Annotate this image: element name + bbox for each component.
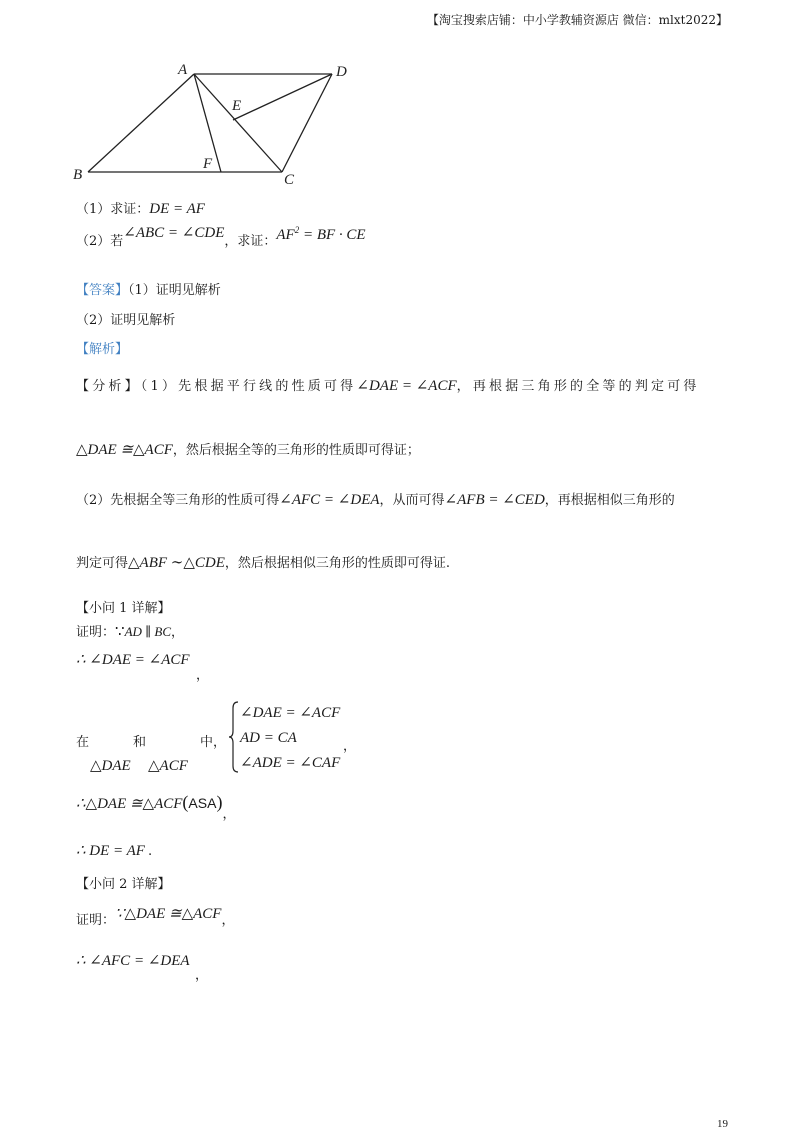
sol1-sys-comma: ， — [343, 739, 357, 754]
sol1-line2-comma: ， — [196, 668, 210, 683]
sol2-line1-comma: ， — [221, 913, 235, 928]
header-shop-text: 【淘宝搜索店铺：中小学教辅资源店 微信：mlxt2022】 — [426, 13, 728, 27]
question-part2 — [76, 225, 366, 250]
point-label-c: C — [284, 172, 295, 188]
sol1-mid-word: 中， — [200, 735, 227, 750]
analysis-p3-math2: ∠AFB = ∠CED — [444, 492, 545, 508]
sol1-final — [76, 841, 152, 860]
sol1-asa: ASA — [188, 795, 217, 811]
sol1-line1 — [76, 621, 184, 641]
sol1-in-word: 在 — [76, 735, 90, 750]
point-label-d: D — [336, 64, 347, 80]
sol1-conclusion: ∴△DAE ≅△ACF(ASA)， — [76, 792, 236, 822]
answer-line1-text: （1）证明见解析 — [128, 283, 221, 298]
answer-tag: 【答案】 — [76, 283, 129, 298]
analysis-p1-b: ，再根据三角形的全等的判定可得 — [456, 379, 700, 394]
page-number: 19 — [717, 1118, 728, 1130]
sol1-since: ∵ — [115, 624, 125, 640]
analysis-p2-math: △DAE ≅△ACF — [76, 442, 173, 458]
point-label-b: B — [73, 167, 83, 183]
sol2-since-math: ∵△DAE ≅△ACF — [115, 906, 222, 922]
sol1-and-word: 和 — [133, 735, 147, 750]
question-part2-math-exp: 2 — [294, 225, 300, 235]
analysis-tag: 【解析】 — [76, 342, 129, 357]
sol1-tri2: △ACF — [148, 758, 188, 774]
question-part2-math-right: = BF · CE — [299, 227, 366, 243]
analysis-para4 — [76, 552, 450, 572]
question-part2-math — [276, 227, 365, 243]
sol1-tri1: △DAE — [90, 758, 131, 774]
sol1-line2: ∴ ∠DAE = ∠ACF — [76, 652, 190, 668]
sol1-final-math: ∴ DE = AF — [76, 843, 145, 859]
question-part2-prefix: （2）若 — [76, 234, 124, 249]
sol1-comma: ， — [171, 625, 185, 640]
analysis-p3-c: ，再根据相似三角形的 — [544, 493, 675, 508]
sol1-conclusion-math: ∴△DAE ≅△ACF — [76, 796, 183, 812]
segment-ab — [88, 74, 194, 172]
point-label-f: F — [203, 156, 213, 172]
analysis-para3 — [76, 489, 675, 509]
sol1-parallel: AD ∥ BC — [124, 624, 172, 639]
question-part1 — [76, 198, 205, 218]
sol2-proof-prefix: 证明： — [76, 913, 116, 928]
analysis-p3-a: （2）先根据全等三角形的性质可得 — [76, 493, 280, 508]
point-label-a: A — [178, 62, 188, 78]
sol1-final-period: . — [147, 844, 153, 859]
geometry-figure — [70, 58, 360, 188]
segment-de — [233, 74, 332, 120]
sol1-sys-line1: ∠DAE = ∠ACF — [240, 705, 341, 721]
analysis-p3-math1: ∠AFC = ∠DEA — [279, 492, 380, 508]
analysis-p3-b: ，从而可得 — [379, 493, 445, 508]
sol1-sys-line3: ∠ADE = ∠CAF — [240, 755, 341, 771]
sol1-conclusion-comma: ， — [222, 807, 236, 822]
sol1-heading: 【小问 1 详解】 — [76, 601, 171, 616]
analysis-p2-b: ，然后根据全等的三角形的性质即可得证； — [172, 443, 420, 458]
analysis-p4-b: ，然后根据相似三角形的性质即可得证. — [224, 556, 451, 571]
analysis-p4-a: 判定可得 — [76, 556, 129, 571]
analysis-para2 — [76, 439, 420, 459]
sol2-line2: ∴ ∠AFC = ∠DEA — [76, 953, 190, 969]
answer-line1 — [76, 279, 221, 298]
question-part1-math: DE = AF — [149, 201, 205, 217]
sol2-line2-comma: ， — [195, 968, 209, 983]
left-brace-icon — [228, 701, 240, 773]
analysis-p4-math: △ABF ∼△CDE — [128, 555, 225, 571]
question-part2-math-left: AF — [276, 227, 295, 243]
question-part2-mid: ，求证： — [224, 234, 277, 249]
sol2-line1 — [76, 903, 235, 928]
segment-cd — [282, 74, 332, 172]
question-part1-prefix: （1）求证： — [76, 202, 150, 217]
analysis-p1-math: ∠DAE = ∠ACF — [356, 378, 457, 394]
point-label-e: E — [232, 98, 242, 114]
sol1-sys-line2: AD = CA — [240, 730, 297, 746]
analysis-p1-a: 【分析】（1）先根据平行线的性质可得 — [76, 379, 357, 394]
sol1-proof-prefix: 证明： — [76, 625, 116, 640]
question-part2-condition: ∠ABC = ∠CDE — [123, 225, 225, 241]
analysis-para1 — [76, 375, 700, 395]
answer-line2: （2）证明见解析 — [76, 313, 176, 328]
sol2-heading: 【小问 2 详解】 — [76, 877, 171, 892]
